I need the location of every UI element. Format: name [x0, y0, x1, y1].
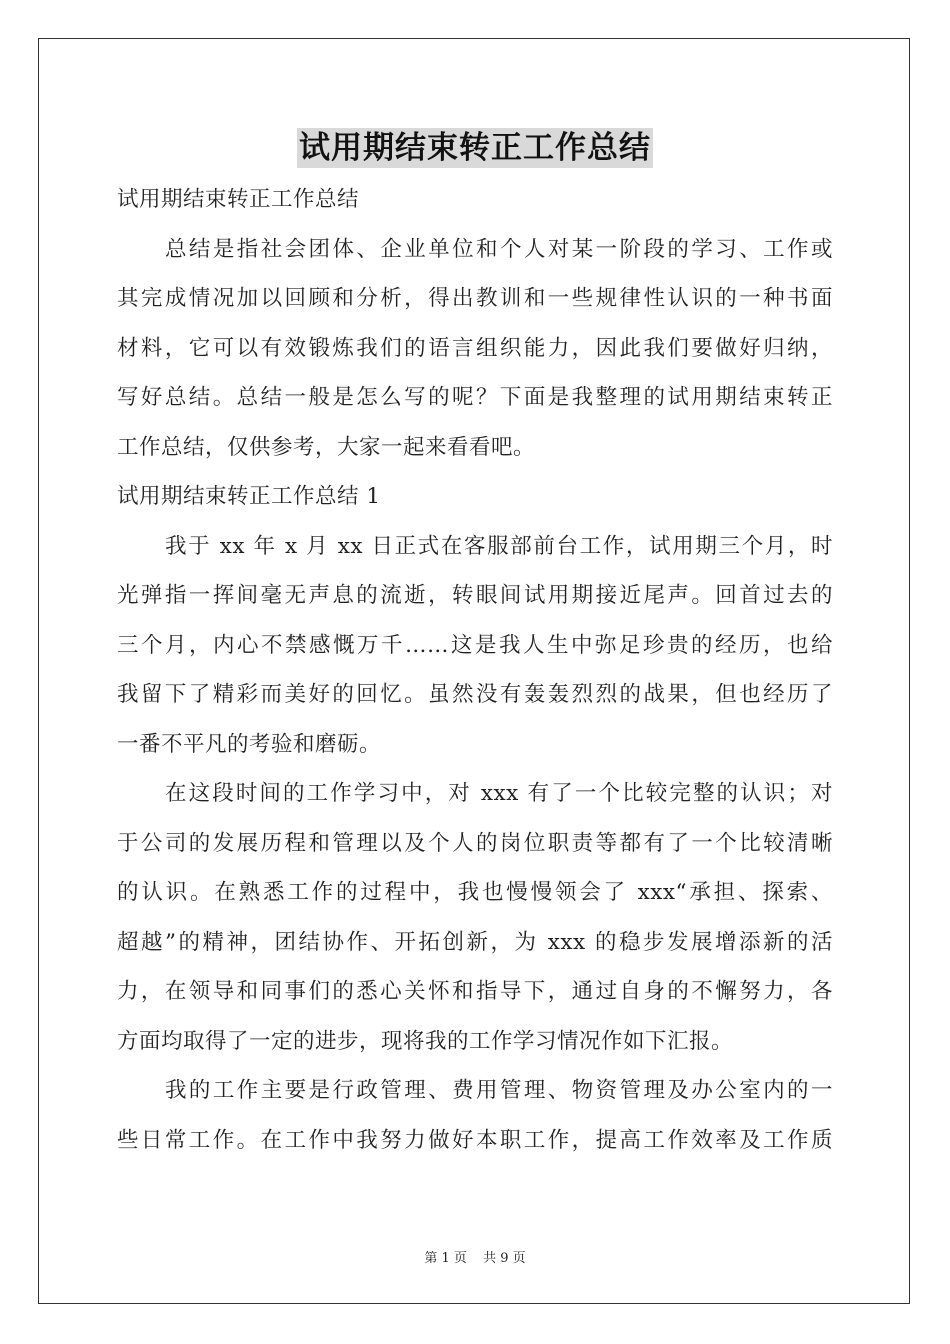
section-heading: 试用期结束转正工作总结 1: [117, 484, 381, 509]
body-line: 材料，它可以有效锻炼我们的语言组织能力，因此我们要做好归纳，: [117, 335, 833, 361]
page-number: 第 1 页: [424, 1251, 467, 1266]
body-line: 于公司的发展历程和管理以及个人的岗位职责等都有了一个比较清晰: [117, 830, 833, 856]
body-line: 总结是指社会团体、企业单位和个人对某一阶段的学习、工作或: [165, 236, 833, 262]
body-line: 在这段时间的工作学习中，对 xxx 有了一个比较完整的认识；对: [165, 781, 833, 806]
body-line: 我留下了精彩而美好的回忆。虽然没有轰轰烈烈的战果，但也经历了: [117, 682, 833, 707]
body-line: 我的工作主要是行政管理、费用管理、物资管理及办公室内的一: [165, 1078, 833, 1103]
body-line: 工作总结，仅供参考，大家一起来看看吧。: [117, 434, 536, 460]
body-line: 的认识。在熟悉工作的过程中，我也慢慢领会了 xxx“承担、探索、: [117, 880, 833, 905]
body-line: 方面均取得了一定的进步，现将我的工作学习情况作如下汇报。: [117, 1028, 734, 1054]
document-title: 试用期结束转正工作总结: [299, 130, 651, 166]
page-count: 共 9 页: [483, 1251, 526, 1266]
body-line: 写好总结。总结一般是怎么写的呢？下面是我整理的试用期结束转正: [117, 385, 833, 410]
page-footer: [0, 1247, 950, 1266]
body-line: 一番不平凡的考验和磨砺。: [117, 731, 382, 757]
document-body: [117, 175, 833, 1165]
body-line: 超越”的精神，团结协作、开拓创新，为 xxx 的稳步发展增添新的活: [117, 929, 833, 955]
title-container: [0, 128, 950, 168]
body-line: 些日常工作。在工作中我努力做好本职工作，提高工作效率及工作质: [117, 1127, 833, 1153]
body-line: 光弹指一挥间毫无声息的流逝，转眼间试用期接近尾声。回首过去的: [117, 583, 833, 608]
body-line: 我于 xx 年 x 月 xx 日正式在客服部前台工作，试用期三个月，时: [165, 533, 833, 559]
body-line: 其完成情况加以回顾和分析，得出教训和一些规律性认识的一种书面: [117, 286, 833, 311]
body-line: 三个月，内心不禁感慨万千……这是我人生中弥足珍贵的经历，也给: [117, 632, 833, 658]
body-line: 力，在领导和同事们的悉心关怀和指导下，通过自身的不懈努力，各: [117, 979, 833, 1004]
section-heading: 试用期结束转正工作总结: [117, 187, 360, 212]
